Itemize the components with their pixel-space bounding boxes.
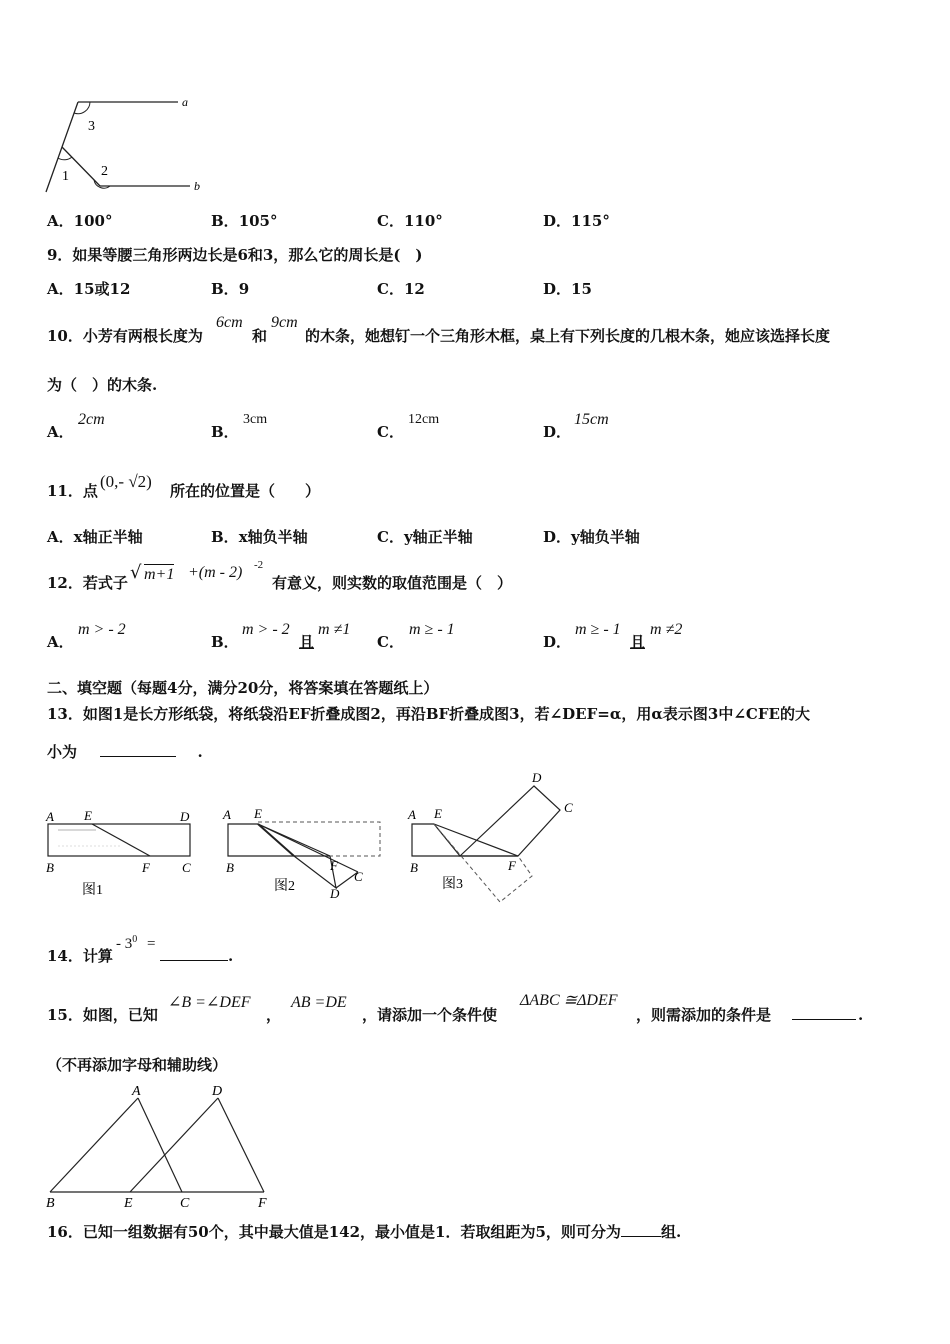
label-a: a [182, 95, 188, 109]
q11-point: (0,- √2) [100, 472, 152, 491]
q12-option-b-m1: m > - 2 [242, 621, 290, 638]
q10-line2: 为（ ）的木条. [47, 376, 158, 394]
q11-part2: 所在的位置是（ ） [170, 482, 321, 500]
fig2-caption: 图2 [274, 879, 295, 894]
q15-label-A: A [132, 1084, 141, 1099]
q12-option-b-and: 且 [299, 633, 315, 651]
q14-eq: = [147, 936, 156, 952]
q14-expression [116, 934, 155, 953]
q8-option-d: D．115° [543, 212, 610, 230]
fig2-label-E: E [254, 806, 262, 821]
label-b: b [194, 179, 200, 193]
q13-line2-end: . [197, 743, 203, 761]
q16-text: 16．已知一组数据有50个，其中最大值是142，最小值是1．若取组距为5，则可分为 [47, 1223, 621, 1241]
q10-and: 和 [252, 327, 268, 345]
q15-label-F: F [258, 1196, 267, 1211]
q15-label-D: D [212, 1084, 223, 1099]
q15-comma1: ， [266, 1006, 282, 1024]
q16-answer-blank[interactable] [621, 1222, 661, 1237]
angle2-arc [94, 180, 110, 188]
q9-option-c: C．12 [377, 280, 425, 298]
q15-cong: ΔABC ≅ΔDEF [520, 992, 618, 1009]
section2-heading: 二、填空题（每题4分，满分20分，将答案填在答题纸上） [47, 679, 439, 697]
q12-option-d-letter: D． [543, 633, 572, 651]
q12-sqrt-body: m+1 [144, 566, 175, 583]
q10-len1: 6cm [216, 314, 243, 331]
q15-note: （不再添加字母和辅助线） [47, 1056, 228, 1074]
q10-option-d-value: 15cm [574, 411, 609, 428]
q9-option-b: B．9 [211, 280, 250, 298]
q10-option-a-letter: A． [47, 423, 74, 441]
q9-option-a: A．15或12 [47, 280, 131, 298]
angle1-arc [58, 157, 72, 160]
q14-exp: 0 [132, 934, 138, 945]
q12-option-d-and: 且 [630, 633, 646, 651]
fig1 [45, 808, 191, 898]
q15-answer-blank[interactable] [792, 1005, 856, 1020]
fig2-label-B: B [226, 860, 234, 875]
q12-exp: -2 [254, 559, 264, 571]
q15-end: . [858, 1006, 864, 1024]
q14-answer-blank[interactable] [160, 946, 228, 961]
q15-cond1: ∠B =∠DEF [168, 994, 251, 1011]
q10-option-c-letter: C． [377, 423, 404, 441]
q15-part3: ，则需添加的条件是 [636, 1006, 772, 1024]
q11-option-a: A．x轴正半轴 [47, 528, 143, 546]
fig3 [407, 770, 573, 902]
fig1-caption: 图1 [82, 883, 103, 898]
q10-option-c-value: 12cm [408, 412, 440, 427]
fig2-label-A: A [223, 807, 231, 822]
q16-end: 组. [660, 1223, 682, 1241]
q8-option-a: A．100° [47, 212, 113, 230]
q12-option-b-letter: B． [211, 633, 239, 651]
q10-len2: 9cm [271, 314, 298, 331]
fig1-label-B: B [46, 860, 54, 875]
q12-part2: 有意义，则实数的取值范围是（ ） [272, 574, 513, 592]
q10-option-a-value: 2cm [78, 411, 105, 428]
q15-label-B: B [46, 1196, 55, 1211]
fig3-label-C: C [564, 800, 573, 815]
q12-part1: 12．若式子 [47, 574, 128, 592]
q13-answer-blank[interactable] [100, 742, 176, 757]
fig1-label-C: C [182, 860, 191, 875]
fig3-label-D: D [532, 770, 542, 785]
fig2-label-C: C [354, 869, 363, 884]
fig3-label-B: B [410, 860, 418, 875]
fig1-label-D: D [180, 809, 190, 824]
q13-line1: 13．如图1是长方形纸袋，将纸袋沿EF折叠成图2，再沿BF折叠成图3，若∠DEF=α，用α表示图3中∠CFE的大 [47, 705, 810, 723]
sqrt-icon: √ [130, 562, 142, 583]
fig2 [222, 806, 380, 901]
q13-line2 [47, 742, 203, 762]
q12-rest: +(m - 2) [188, 564, 243, 581]
q8-figure [38, 92, 213, 202]
q12-option-b-m2: m ≠1 [318, 621, 351, 638]
q12-option-d-m2: m ≠2 [650, 621, 683, 638]
q13-line2-text: 小为 [47, 743, 78, 761]
fig3-label-E: E [434, 806, 442, 821]
fig1-label-E: E [84, 808, 92, 823]
q13-figures [40, 768, 600, 908]
q14-end: . [228, 947, 234, 965]
q8-option-b: B．105° [211, 212, 278, 230]
q12-option-c-m1: m ≥ - 1 [409, 621, 455, 638]
fig3-caption: 图3 [442, 877, 463, 892]
q11-option-d: D．y轴负半轴 [543, 528, 640, 546]
fig3-label-A: A [408, 807, 416, 822]
fig3-label-F: F [508, 858, 516, 873]
q15-answer-line [792, 1005, 863, 1025]
q8-option-c: C．110° [377, 212, 443, 230]
q12-option-d-m1: m ≥ - 1 [575, 621, 621, 638]
q15-part2: ，请添加一个条件使 [362, 1006, 498, 1024]
label-2: 2 [101, 164, 108, 179]
q15-figure [40, 1080, 280, 1214]
q11-part1: 11．点 [47, 482, 98, 500]
q15-label-E: E [124, 1196, 133, 1211]
q14-expr: - 3 [116, 936, 133, 952]
label-1: 1 [62, 169, 69, 184]
q14-part1: 14．计算 [47, 947, 113, 965]
fig2-label-F: F [330, 858, 338, 873]
fig1-label-A: A [46, 809, 54, 824]
q12-option-c-letter: C． [377, 633, 404, 651]
q10-option-b-letter: B． [211, 423, 239, 441]
q11-option-c: C．y轴正半轴 [377, 528, 473, 546]
q15-cond2: AB =DE [291, 994, 347, 1011]
label-3: 3 [88, 119, 95, 134]
q10-part1: 10．小芳有两根长度为 [47, 327, 203, 345]
q10-option-d-letter: D． [543, 423, 572, 441]
q14-answer-line [160, 946, 233, 966]
q12-option-a-m1: m > - 2 [78, 621, 126, 638]
q16-line [47, 1222, 681, 1242]
q9-text: 9．如果等腰三角形两边长是6和3，那么它的周长是( ) [47, 246, 423, 264]
q9-option-d: D．15 [543, 280, 592, 298]
q11-option-b: B．x轴负半轴 [211, 528, 308, 546]
q10-part2: 的木条，她想钉一个三角形木框，桌上有下列长度的几根木条，她应该选择长度 [305, 327, 831, 345]
q12-option-a-letter: A． [47, 633, 74, 651]
q15-label-C: C [180, 1196, 190, 1211]
fig2-label-D: D [330, 886, 340, 901]
q10-option-b-value: 3cm [243, 412, 268, 427]
fig1-label-F: F [142, 860, 150, 875]
q15-part1: 15．如图，已知 [47, 1006, 158, 1024]
